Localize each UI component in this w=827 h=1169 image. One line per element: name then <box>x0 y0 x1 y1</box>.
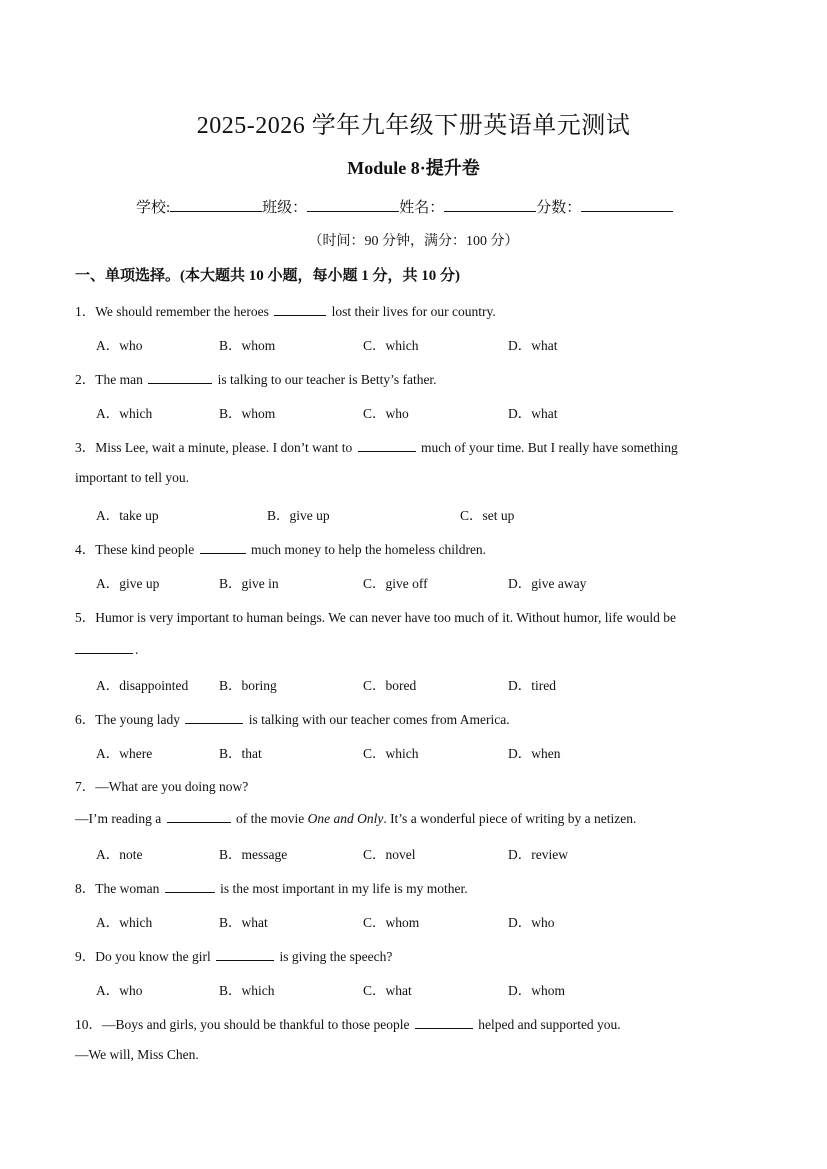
question-3 <box>75 436 678 456</box>
question-text: much money to help the homeless children. <box>247 542 487 557</box>
question-10-continued: —We will, Miss Chen. <box>75 1047 199 1062</box>
option-d[interactable]: D．tired <box>508 678 556 693</box>
name-label: 姓名： <box>399 200 445 216</box>
question-2 <box>75 368 437 388</box>
option-a[interactable]: A．disappointed <box>96 678 189 693</box>
option-b[interactable]: B．give up <box>267 508 330 523</box>
option-a[interactable]: A．take up <box>96 508 159 523</box>
question-text: 8．The woman <box>75 881 163 896</box>
option-a[interactable]: A．who <box>96 338 143 353</box>
question-3-continued: important to tell you. <box>75 470 189 485</box>
answer-blank[interactable] <box>148 370 212 384</box>
page-subtitle: Module 8·提升卷 <box>347 158 480 178</box>
option-d[interactable]: D．what <box>508 406 558 421</box>
school-blank[interactable] <box>170 197 262 212</box>
option-c[interactable]: C．bored <box>363 678 417 693</box>
question-text: much of your time. But I really have something <box>417 440 678 455</box>
answer-blank[interactable] <box>216 947 274 961</box>
score-label: 分数： <box>536 200 582 216</box>
question-text: 9．Do you know the girl <box>75 949 215 964</box>
time-note: （时间：90 分钟，满分：100 分） <box>308 234 519 249</box>
question-text: 1．We should remember the heroes <box>75 304 273 319</box>
question-text: 4．These kind people <box>75 542 198 557</box>
question-text: —I’m reading a <box>75 811 165 826</box>
score-blank[interactable] <box>581 197 673 212</box>
option-c[interactable]: C．which <box>363 338 419 353</box>
page-title: 2025-2026 学年九年级下册英语单元测试 <box>196 113 631 139</box>
question-text: is talking to our teacher is Betty’s father. <box>214 372 437 387</box>
option-a[interactable]: A．which <box>96 915 153 930</box>
option-b[interactable]: B．whom <box>219 338 276 353</box>
section-heading: 一、单项选择。(本大题共 10 小题，每小题 1 分，共 10 分) <box>75 268 460 284</box>
option-b[interactable]: B．boring <box>219 678 277 693</box>
question-text: . It’s a wonderful piece of writing by a netizen. <box>383 811 637 826</box>
option-c[interactable]: C．set up <box>460 508 515 523</box>
option-a[interactable]: A．give up <box>96 576 160 591</box>
option-d[interactable]: D．whom <box>508 983 565 998</box>
question-text: is giving the speech? <box>276 949 393 964</box>
question-text: of the movie <box>232 811 308 826</box>
question-text: is talking with our teacher comes from America. <box>245 712 510 727</box>
option-b[interactable]: B．give in <box>219 576 279 591</box>
question-9 <box>75 945 392 965</box>
option-a[interactable]: A．note <box>96 847 143 862</box>
school-label: 学校: <box>136 200 171 216</box>
answer-blank[interactable] <box>165 879 215 893</box>
question-10 <box>75 1013 621 1033</box>
question-7: 7．—What are you doing now? <box>75 779 249 794</box>
answer-blank[interactable] <box>415 1015 473 1029</box>
answer-blank[interactable] <box>358 438 416 452</box>
option-c[interactable]: C．novel <box>363 847 416 862</box>
question-4 <box>75 538 486 558</box>
option-d[interactable]: D．what <box>508 338 558 353</box>
answer-blank[interactable] <box>167 809 231 823</box>
option-d[interactable]: D．review <box>508 847 568 862</box>
option-c[interactable]: C．what <box>363 983 412 998</box>
name-blank[interactable] <box>444 197 536 212</box>
option-b[interactable]: B．what <box>219 915 268 930</box>
class-blank[interactable] <box>307 197 399 212</box>
question-8 <box>75 877 468 897</box>
question-text: 6．The young lady <box>75 712 184 727</box>
answer-blank[interactable] <box>185 710 243 724</box>
question-text: . <box>135 642 139 657</box>
option-c[interactable]: C．which <box>363 746 419 761</box>
option-b[interactable]: B．which <box>219 983 275 998</box>
answer-blank[interactable] <box>75 640 133 654</box>
question-text: 2．The man <box>75 372 147 387</box>
option-c[interactable]: C．whom <box>363 915 420 930</box>
option-a[interactable]: A．who <box>96 983 143 998</box>
question-text: 3．Miss Lee, wait a minute, please. I don’t want to <box>75 440 356 455</box>
option-b[interactable]: B．whom <box>219 406 276 421</box>
option-a[interactable]: A．which <box>96 406 153 421</box>
option-a[interactable]: A．where <box>96 746 153 761</box>
question-7-continued <box>75 809 636 827</box>
question-5: 5．Humor is very important to human beings. We can never have too much of it. Without humor, life would be <box>75 610 676 625</box>
question-text: 10．—Boys and girls, you should be thankful to those people <box>75 1017 413 1032</box>
option-c[interactable]: C．give off <box>363 576 428 591</box>
student-info-line <box>136 196 673 217</box>
class-label: 班级： <box>262 200 308 216</box>
option-d[interactable]: D．give away <box>508 576 587 591</box>
answer-blank[interactable] <box>274 302 326 316</box>
movie-title: One and Only <box>307 811 384 826</box>
option-b[interactable]: B．that <box>219 746 262 761</box>
option-c[interactable]: C．who <box>363 406 409 421</box>
question-5-continued <box>75 640 138 658</box>
question-text: is the most important in my life is my mother. <box>216 881 468 896</box>
option-d[interactable]: D．when <box>508 746 561 761</box>
option-d[interactable]: D．who <box>508 915 555 930</box>
answer-blank[interactable] <box>200 540 246 554</box>
option-b[interactable]: B．message <box>219 847 288 862</box>
question-6 <box>75 708 510 728</box>
question-1 <box>75 300 496 320</box>
question-text: lost their lives for our country. <box>328 304 496 319</box>
question-text: helped and supported you. <box>474 1017 621 1032</box>
